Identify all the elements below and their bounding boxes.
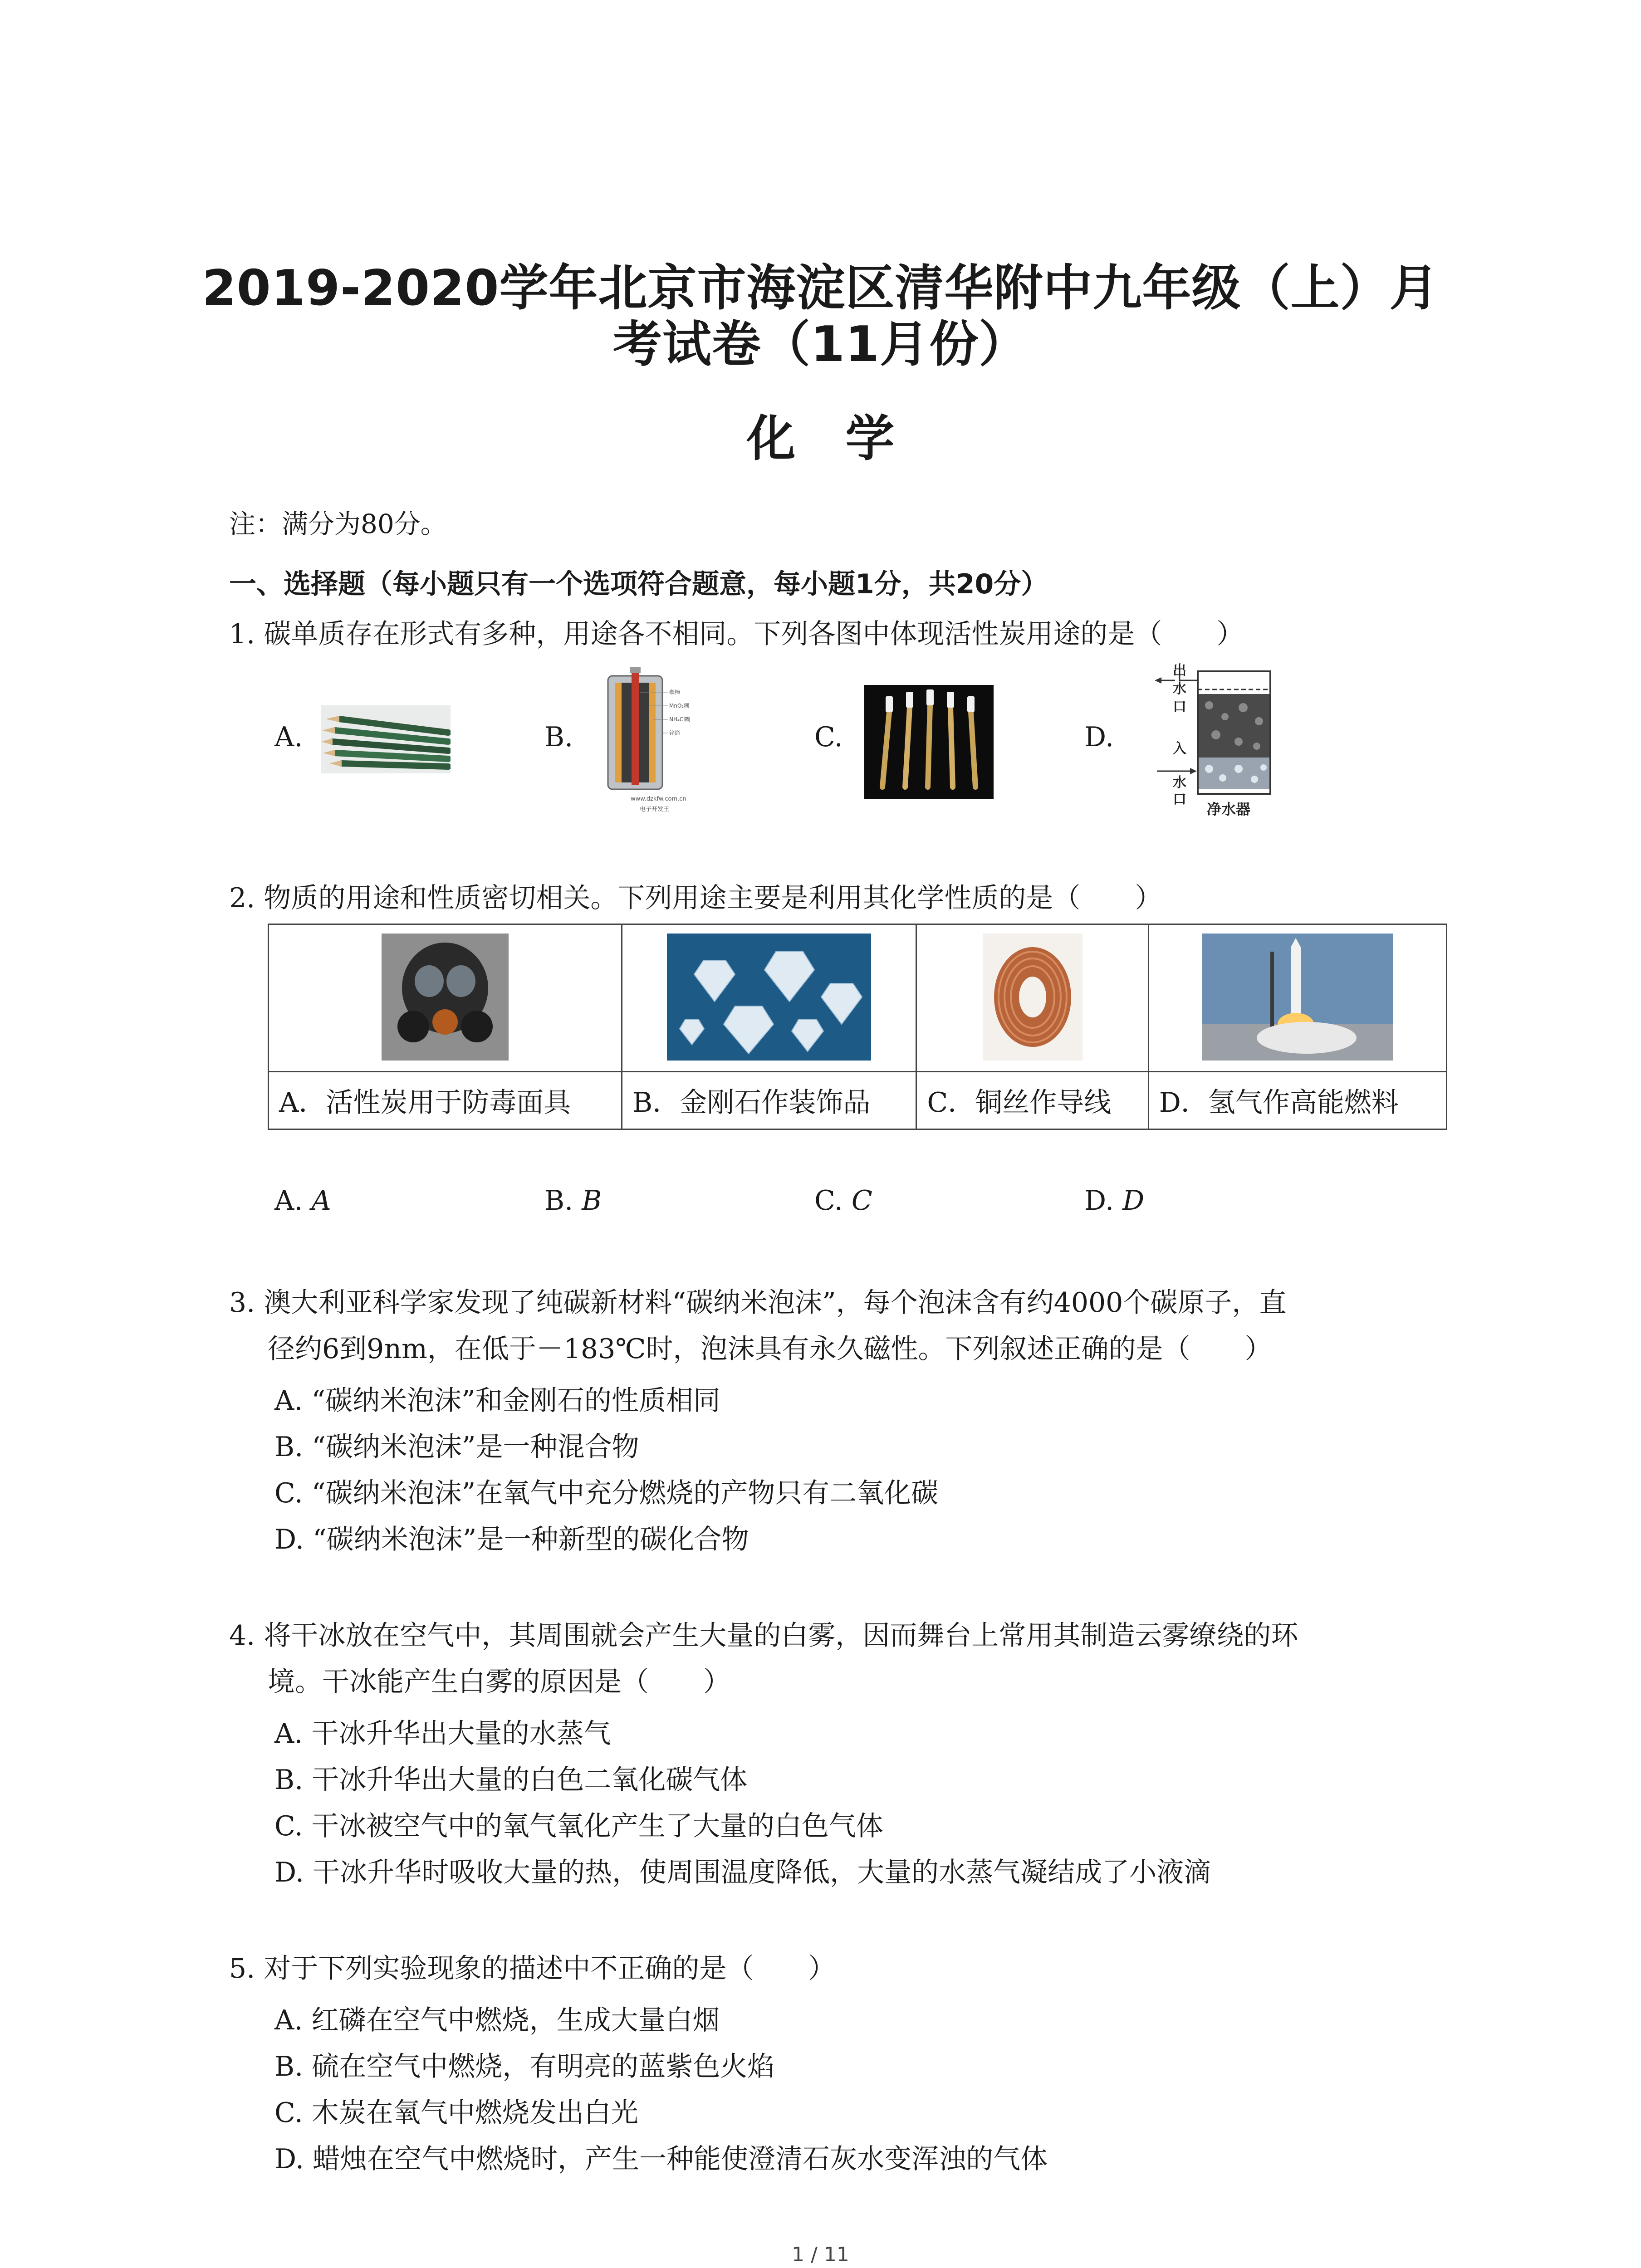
svg-text:碳棒: 碳棒 (669, 689, 681, 695)
page-number: 1 / 11 (792, 2243, 849, 2266)
svg-text:电子开发王: 电子开发王 (640, 806, 670, 813)
outlet-label-2: 水 (1173, 681, 1186, 697)
q1-option-b-label: B. (544, 721, 573, 753)
svg-text:锌筒: 锌筒 (669, 730, 681, 736)
q1-option-d-label: D. (1084, 721, 1114, 753)
q3-option-d: D. “碳纳米泡沫”是一种新型的碳化合物 (274, 1524, 749, 1555)
q2-cell-a-image (269, 924, 622, 1072)
q4-option-d: D. 干冰升华时吸收大量的热，使周围温度降低，大量的水蒸气凝结成了小液滴 (274, 1857, 1211, 1888)
water-purifier-image (1130, 662, 1279, 826)
question-4-stem-line1: 4. 将干冰放在空气中，其周围就会产生大量的白雾，因而舞台上常用其制造云雾缭绕的环 (229, 1620, 1298, 1652)
gas-mask-image (382, 934, 509, 1061)
copper-wire-image (983, 934, 1083, 1061)
q2-option-d-text: D．氢气作高能燃料 (1148, 1072, 1446, 1129)
q4-option-c: C. 干冰被空气中的氧气氧化产生了大量的白色气体 (274, 1810, 883, 1842)
q3-option-b: B. “碳纳米泡沫”是一种混合物 (274, 1431, 639, 1463)
page-title-line2: 考试卷（11月份） (612, 316, 1029, 373)
score-note: 注：满分为80分。 (229, 508, 447, 539)
q3-option-c: C. “碳纳米泡沫”在氧气中充分燃烧的产物只有二氧化碳 (274, 1477, 939, 1509)
question-2-stem: 2. 物质的用途和性质密切相关。下列用途主要是利用其化学性质的是（ ） (229, 882, 1162, 914)
battery-diagram-image (590, 662, 726, 816)
svg-text:MnO₂糊: MnO₂糊 (669, 703, 690, 709)
q2-option-c-text: C．铜丝作导线 (916, 1072, 1148, 1129)
outlet-label-3: 口 (1173, 699, 1186, 715)
q5-option-a: A. 红磷在空气中燃烧，生成大量白烟 (274, 2004, 720, 2036)
purifier-name: 净水器 (1207, 801, 1251, 818)
q1-option-a-label: A. (274, 721, 303, 753)
question-3-stem-line2: 径约6到9nm，在低于－183℃时，泡沫具有永久磁性。下列叙述正确的是（ ） (268, 1333, 1272, 1365)
section-heading: 一、选择题（每小题只有一个选项符合题意，每小题1分，共20分） (229, 568, 1048, 600)
question-1-stem: 1. 碳单质存在形式有多种，用途各不相同。下列各图中体现活性炭用途的是（ ） (229, 618, 1244, 650)
question-3-stem-line1: 3. 澳大利亚科学家发现了纯碳新材料“碳纳米泡沫”，每个泡沫含有约4000个碳原子，直 (229, 1287, 1287, 1319)
inlet-label-3: 口 (1173, 792, 1186, 807)
pencils-image (321, 705, 451, 773)
q2-answer-c: C. C (814, 1185, 872, 1217)
q5-option-c: C. 木炭在氧气中燃烧发出白光 (274, 2097, 638, 2129)
page-title-line1: 2019-2020学年北京市海淀区清华附中九年级（上）月 (202, 260, 1439, 317)
q2-options-table (268, 924, 1447, 1130)
q4-option-a: A. 干冰升华出大量的水蒸气 (274, 1718, 611, 1750)
carbon-rods-image (864, 685, 994, 799)
q5-option-b: B. 硫在空气中燃烧，有明亮的蓝紫色火焰 (274, 2051, 775, 2082)
question-4-stem-line2: 境。干冰能产生白雾的原因是（ ） (268, 1666, 730, 1698)
subject-title: 化学 (746, 411, 945, 467)
q2-answer-d: D. D (1084, 1185, 1145, 1217)
outlet-label-1: 出 (1173, 663, 1186, 679)
inlet-label-2: 水 (1173, 775, 1186, 791)
svg-text:www.dzkfw.com.cn: www.dzkfw.com.cn (631, 796, 686, 802)
q2-cell-d-image (1148, 924, 1446, 1072)
q3-option-a: A. “碳纳米泡沫”和金刚石的性质相同 (274, 1385, 720, 1417)
svg-text:NH₄Cl糊: NH₄Cl糊 (669, 716, 691, 723)
diamonds-image (667, 934, 871, 1061)
q2-option-a-text: A．活性炭用于防毒面具 (269, 1072, 622, 1129)
inlet-label-1: 入 (1173, 741, 1186, 757)
q2-cell-c-image (916, 924, 1148, 1072)
question-5-stem: 5. 对于下列实验现象的描述中不正确的是（ ） (229, 1953, 836, 1984)
q2-answer-a: A. A (274, 1185, 331, 1217)
q1-option-c-label: C. (814, 721, 843, 753)
rocket-launch-image (1202, 934, 1393, 1061)
q2-cell-b-image (622, 924, 916, 1072)
q5-option-d: D. 蜡烛在空气中燃烧时，产生一种能使澄清石灰水变浑浊的气体 (274, 2143, 1048, 2175)
q2-answer-b: B. B (544, 1185, 602, 1217)
q2-option-b-text: B．金刚石作装饰品 (622, 1072, 916, 1129)
q4-option-b: B. 干冰升华出大量的白色二氧化碳气体 (274, 1764, 748, 1796)
